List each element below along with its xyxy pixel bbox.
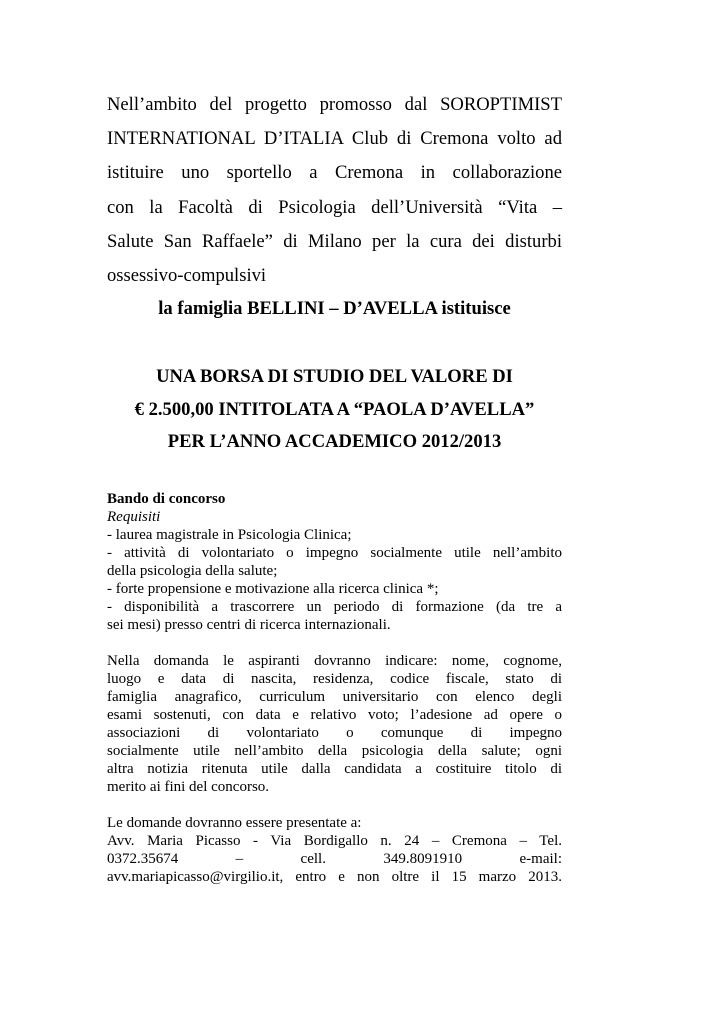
- domanda-line: luogo e data di nascita, residenza, codice fiscale, stato di: [107, 671, 562, 687]
- intro-line: INTERNATIONAL D’ITALIA Club di Cremona volto ad: [107, 128, 562, 150]
- domanda-line: Nella domanda le aspiranti dovranno indicare: nome, cognome,: [107, 653, 562, 669]
- presentazione-line: avv.mariapicasso@virgilio.it, entro e non oltre il 15 marzo 2013.: [107, 869, 562, 885]
- presentazione-line: Le domande dovranno essere presentate a:: [107, 815, 362, 831]
- presentazione-line: 0372.35674 – cell. 349.8091910 e-mail:: [107, 851, 562, 867]
- intro-line: istituire uno sportello a Cremona in collaborazione: [107, 162, 562, 184]
- intro-line: ossessivo-compulsivi: [107, 265, 267, 287]
- bando-title: Bando di concorso: [107, 491, 226, 507]
- intro-line: con la Facoltà di Psicologia dell’Università “Vita –: [107, 196, 562, 218]
- paragraph-spacer: [107, 796, 562, 814]
- bando-section: [107, 490, 562, 886]
- requisiti-item: della psicologia della salute;: [107, 563, 278, 579]
- requisiti-item: - laurea magistrale in Psicologia Clinica;: [107, 527, 352, 543]
- requisiti-item: - attività di volontariato o impegno socialmente utile nell’ambito: [107, 545, 562, 561]
- requisiti-label: Requisiti: [107, 509, 161, 525]
- domanda-line: merito ai fini del concorso.: [107, 779, 270, 795]
- domanda-line: altra notizia ritenuta utile dalla candidata a costituire titolo di: [107, 761, 562, 777]
- intro-paragraph: [107, 88, 562, 293]
- intro-line: Salute San Raffaele” di Milano per la cura dei disturbi: [107, 230, 562, 252]
- establishes-line: la famiglia BELLINI – D’AVELLA istituisce: [158, 298, 511, 319]
- headline-line: PER L’ANNO ACCADEMICO 2012/2013: [167, 431, 502, 452]
- domanda-line: socialmente utile nell’ambito della psicologia della salute; ogni: [107, 743, 562, 759]
- domanda-line: famiglia anagrafico, curriculum universitario con elenco degli: [107, 689, 562, 705]
- requisiti-item: - disponibilità a trascorrere un periodo di formazione (da tre a: [107, 599, 562, 615]
- headline-line: UNA BORSA DI STUDIO DEL VALORE DI: [156, 366, 513, 387]
- paragraph-spacer: [107, 634, 562, 652]
- domanda-line: esami sostenuti, con data e relativo voto; l’adesione ad opere o: [107, 707, 562, 723]
- requisiti-item: - forte propensione e motivazione alla ricerca clinica *;: [107, 581, 439, 597]
- headline-line: € 2.500,00 INTITOLATA A “PAOLA D’AVELLA”: [134, 399, 535, 420]
- presentazione-line: Avv. Maria Picasso - Via Bordigallo n. 24 – Cremona – Tel.: [107, 833, 562, 849]
- requisiti-item: sei mesi) presso centri di ricerca internazionali.: [107, 617, 391, 633]
- domanda-line: associazioni di volontariato o comunque di impegno: [107, 725, 562, 741]
- intro-line: Nell’ambito del progetto promosso dal SOROPTIMIST: [107, 94, 562, 115]
